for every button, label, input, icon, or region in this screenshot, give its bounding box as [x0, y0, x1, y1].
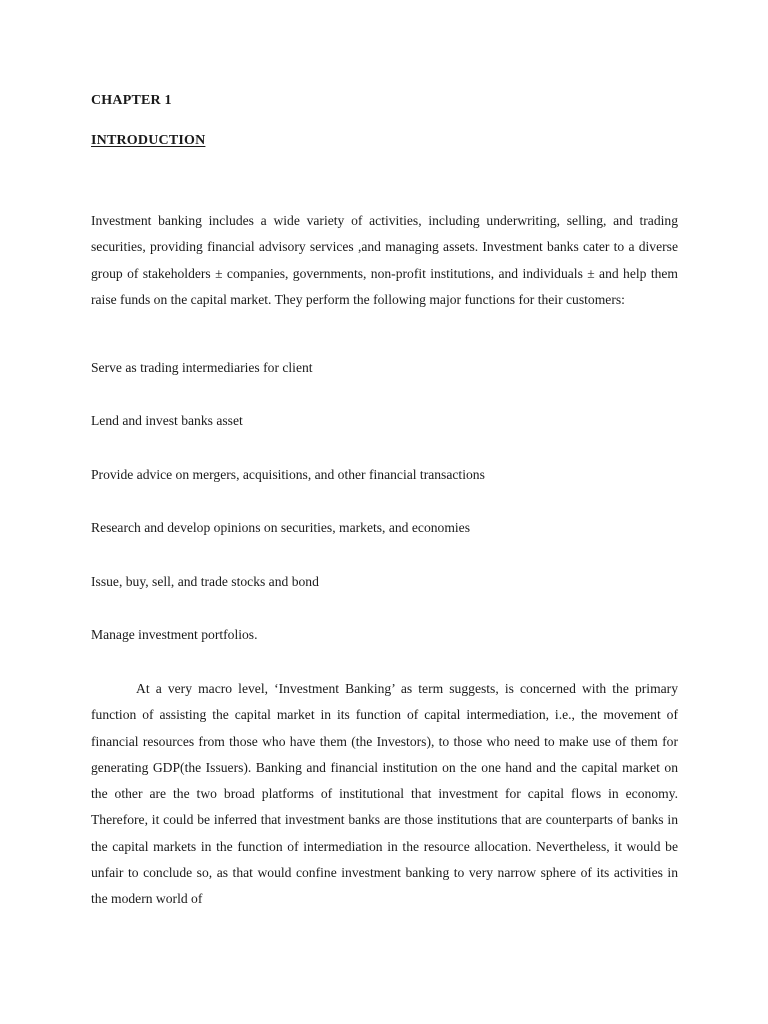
function-item: Issue, buy, sell, and trade stocks and bond [91, 574, 319, 589]
function-item: Provide advice on mergers, acquisitions, and other financial transactions [91, 467, 485, 482]
intro-paragraph: Investment banking includes a wide variety of activities, including underwriting, selling, and trading securities, providing financial advisory services ,and managing assets. Investment banks cater to a diverse group of stakeholders ± companies, governments, non-profit institutions, and individuals ± and help them raise funds on the capital market. They perform the following major functions for their customers: [91, 213, 678, 307]
macro-level-paragraph: At a very macro level, ‘Investment Banking’ as term suggests, is concerned with the primary function of assisting the capital market in its function of capital intermediation, i.e., the movement of financial resources from those who have them (the Investors), to those who need to make use of them for generating GDP(the Issuers). Banking and financial institution on the one hand and the capital market on the other are the two broad platforms of institutional that investment for capital flows in economy. Therefore, it could be inferred that investment banks are those institutions that are counterparts of banks in the capital markets in the function of intermediation in the resource allocation. Nevertheless, it would be unfair to conclude so, as that would confine investment banking to very narrow sphere of its activities in the modern world of [91, 681, 678, 907]
function-item: Manage investment portfolios. [91, 627, 258, 642]
function-item: Lend and invest banks asset [91, 413, 243, 428]
chapter-heading: CHAPTER 1 [91, 93, 172, 108]
function-item: Research and develop opinions on securities, markets, and economies [91, 520, 471, 535]
function-item: Serve as trading intermediaries for client [91, 360, 313, 375]
section-title: INTRODUCTION [91, 133, 206, 148]
